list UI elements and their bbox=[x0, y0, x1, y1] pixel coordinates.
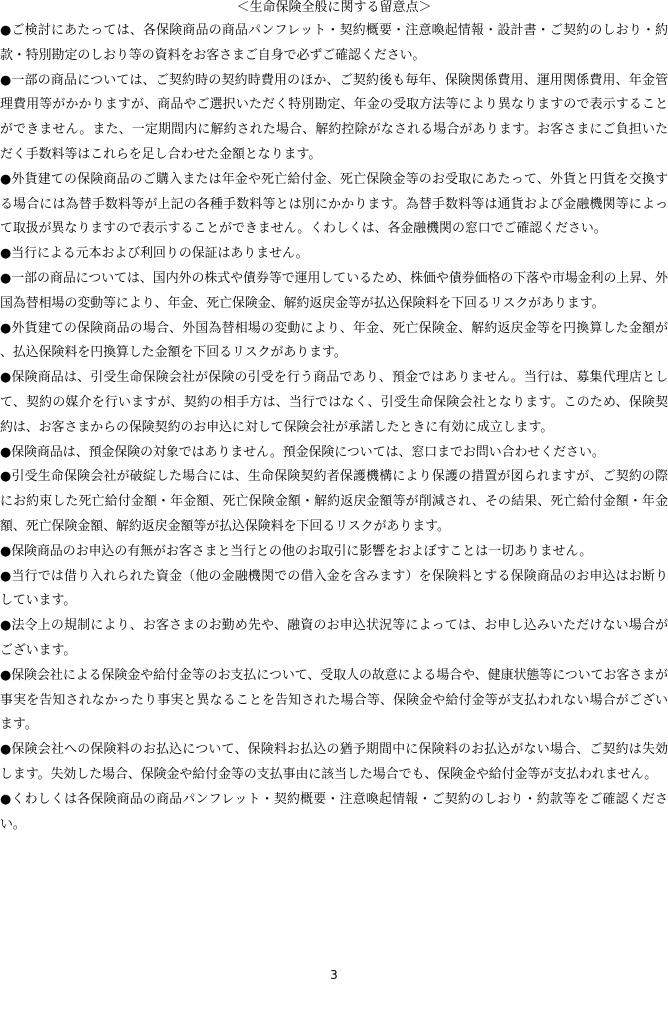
bullet-icon: ● bbox=[0, 618, 12, 634]
note-item bbox=[0, 168, 668, 242]
note-text: 法令上の規制により、お客さまのお勤め先や、融資のお申込状況等によっては、お申し込みいただけない場合がございます。 bbox=[0, 618, 668, 658]
note-item bbox=[0, 317, 668, 367]
bullet-icon: ● bbox=[0, 320, 12, 336]
bullet-icon: ● bbox=[0, 568, 12, 584]
note-item bbox=[0, 465, 668, 539]
note-item bbox=[0, 738, 668, 788]
note-item bbox=[0, 441, 668, 466]
note-item bbox=[0, 614, 668, 664]
page-number: 3 bbox=[330, 968, 338, 982]
bullet-icon: ● bbox=[0, 270, 12, 286]
note-item bbox=[0, 267, 668, 317]
note-item bbox=[0, 540, 668, 565]
notes-list bbox=[0, 19, 668, 837]
note-text: 引受生命保険会社が破綻した場合には、生命保険契約者保護機構により保護の措置が図られますが、ご契約の際にお約束した死亡給付金額・年金額、死亡保険金額・解約返戻金額等が削減され、その結果、死亡給付金額・年金額、死亡保険金額、解約返戻金額等が払込保険料を下回るリスクがあります。 bbox=[0, 469, 668, 534]
bullet-icon: ● bbox=[0, 791, 12, 807]
note-text: 外貨建ての保険商品の場合、外国為替相場の変動により、年金、死亡保険金、解約返戻金等を円換算した金額が、払込保険料を円換算した金額を下回るリスクがあります。 bbox=[0, 320, 668, 361]
bullet-icon: ● bbox=[0, 246, 12, 262]
bullet-icon: ● bbox=[0, 23, 12, 38]
note-text: 一部の商品については、ご契約時の契約時費用のほか、ご契約後も毎年、保険関係費用、運用関係費用、年金管理費用等がかかりますが、商品やご選択いただく特別勘定、年金の受取方法等により異なりますので表示することができません。また、一定期間内に解約された場合、解約控除がなされる場合があります。お客さまにご負担いただく手数料等はこれらを足し合わせた金額となります。 bbox=[0, 72, 668, 162]
bullet-icon: ● bbox=[0, 469, 12, 485]
note-text: 一部の商品については、国内外の株式や債券等で運用しているため、株価や債券価格の下落や市場金利の上昇、外国為替相場の変動等により、年金、死亡保険金、解約返戻金等が払込保険料を下回るリスクがあります。 bbox=[0, 270, 668, 311]
bullet-icon: ● bbox=[0, 72, 12, 88]
note-item bbox=[0, 366, 668, 440]
section-title: ＜生命保険全般に関する留意点＞ bbox=[236, 0, 432, 15]
note-item bbox=[0, 69, 668, 168]
note-text: 当行では借り入れられた資金（他の金融機関での借入金を含みます）を保険料とする保険商品のお申込はお断りしています。 bbox=[0, 568, 668, 609]
note-text: 外貨建ての保険商品のご購入または年金や死亡給付金、死亡保険金等のお受取にあたって、外貨と円貨を交換する場合には為替手数料等が上記の各種手数料等とは別にかかります。為替手数料等は通貨および金融機関等によって取扱が異なりますので表示することができません。くわしくは、各金融機関の窓口でご確認ください。 bbox=[0, 171, 668, 237]
note-text: 保険商品は、預金保険の対象ではありません。預金保険については、窓口までお問い合わせください。 bbox=[11, 444, 605, 460]
bullet-icon: ● bbox=[0, 171, 12, 187]
note-item bbox=[0, 664, 668, 738]
note-text: ご検討にあたっては、各保険商品の商品パンフレット・契約概要・注意喚起情報・設計書・ご契約のしおり・約款・特別勘定のしおり等の資料をお客さまご自身で必ずご確認ください。 bbox=[0, 23, 668, 63]
bullet-icon: ● bbox=[0, 370, 12, 386]
note-text: 保険商品は、引受生命保険会社が保険の引受を行う商品であり、預金ではありません。当行は、募集代理店として、契約の媒介を行いますが、契約の相手方は、当行ではなく、引受生命保険会社となります。このため、保険契約は、お客さまからの保険契約のお申込に対して保険会社が承諾したときに有効に成立します。 bbox=[0, 370, 668, 435]
note-item bbox=[0, 788, 668, 838]
note-item bbox=[0, 19, 668, 69]
bullet-icon: ● bbox=[0, 667, 12, 683]
bullet-icon: ● bbox=[0, 543, 12, 559]
note-text: 保険会社による保険金や給付金等のお支払について、受取人の故意による場合や、健康状態等についてお客さまが事実を告知されなかったり事実と異なることを告知された場合等、保険金や給付金等が支払われない場合がございます。 bbox=[0, 667, 668, 733]
note-text: 保険商品のお申込の有無がお客さまと当行との他のお取引に影響をおよぼすことは一切ありません。 bbox=[11, 543, 593, 559]
note-text: くわしくは各保険商品の商品パンフレット・契約概要・注意喚起情報・ご契約のしおり・約款等をご確認ください。 bbox=[0, 791, 668, 832]
bullet-icon: ● bbox=[0, 742, 12, 758]
note-text: 保険会社への保険料のお払込について、保険料お払込の猶予期間中に保険料のお払込がない場合、ご契約は失効します。失効した場合、保険金や給付金等の支払事由に該当した場合でも、保険金や給付金等が支払われません。 bbox=[0, 742, 668, 782]
bullet-icon: ● bbox=[0, 444, 12, 460]
note-text: 当行による元本および利回りの保証はありません。 bbox=[11, 246, 309, 262]
note-item bbox=[0, 242, 668, 267]
note-item bbox=[0, 565, 668, 615]
